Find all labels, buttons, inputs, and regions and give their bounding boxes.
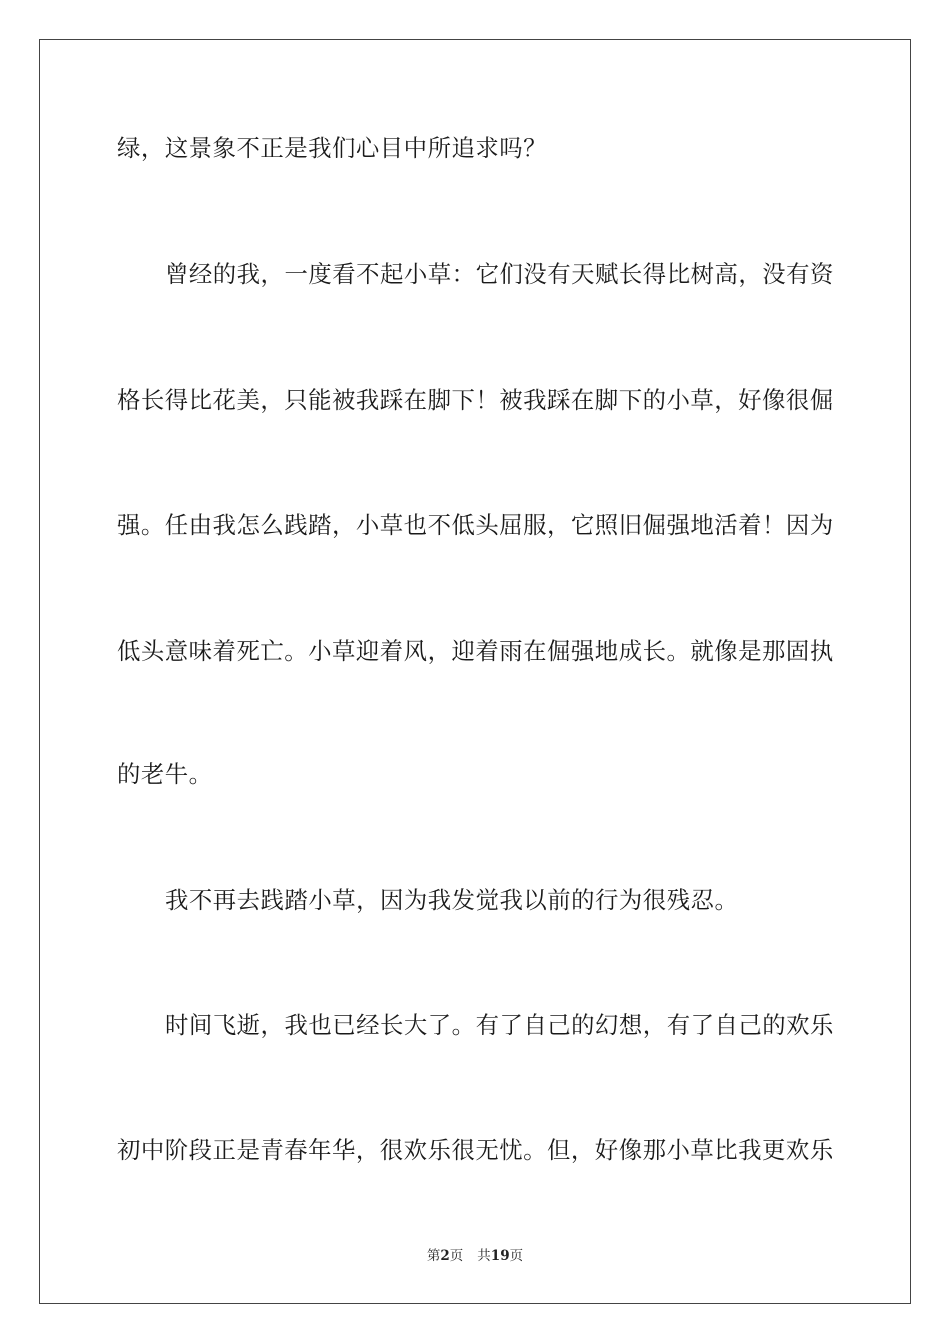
page-footer [0, 1246, 950, 1266]
text-line-6: 的老牛。 [117, 760, 213, 788]
text-line-1: 绿，这景象不正是我们心目中所追求吗？ [117, 134, 548, 162]
text-line-9: 初中阶段正是青春年华，很欢乐很无忧。但，好像那小草比我更欢乐 [117, 1136, 834, 1164]
text-line-3: 格长得比花美，只能被我踩在脚下！被我踩在脚下的小草，好像很倔 [117, 386, 834, 414]
text-line-8: 时间飞逝，我也已经长大了。有了自己的幻想，有了自己的欢乐 [165, 1011, 834, 1039]
total-prefix: 共 [477, 1248, 491, 1264]
text-line-5: 低头意味着死亡。小草迎着风，迎着雨在倔强地成长。就像是那固执 [117, 637, 834, 665]
text-line-4: 强。任由我怎么践踏，小草也不低头屈服，它照旧倔强地活着！因为 [117, 511, 834, 539]
page-border [39, 39, 911, 1304]
total-pages: 19 [490, 1248, 510, 1264]
page-suffix: 页 [449, 1248, 464, 1264]
text-line-7: 我不再去践踏小草，因为我发觉我以前的行为很残忍。 [165, 886, 739, 914]
page-prefix: 第 [426, 1248, 441, 1264]
total-suffix: 页 [509, 1248, 524, 1264]
page-number: 2 [440, 1248, 450, 1264]
text-line-2: 曾经的我，一度看不起小草：它们没有天赋长得比树高，没有资 [165, 260, 834, 288]
